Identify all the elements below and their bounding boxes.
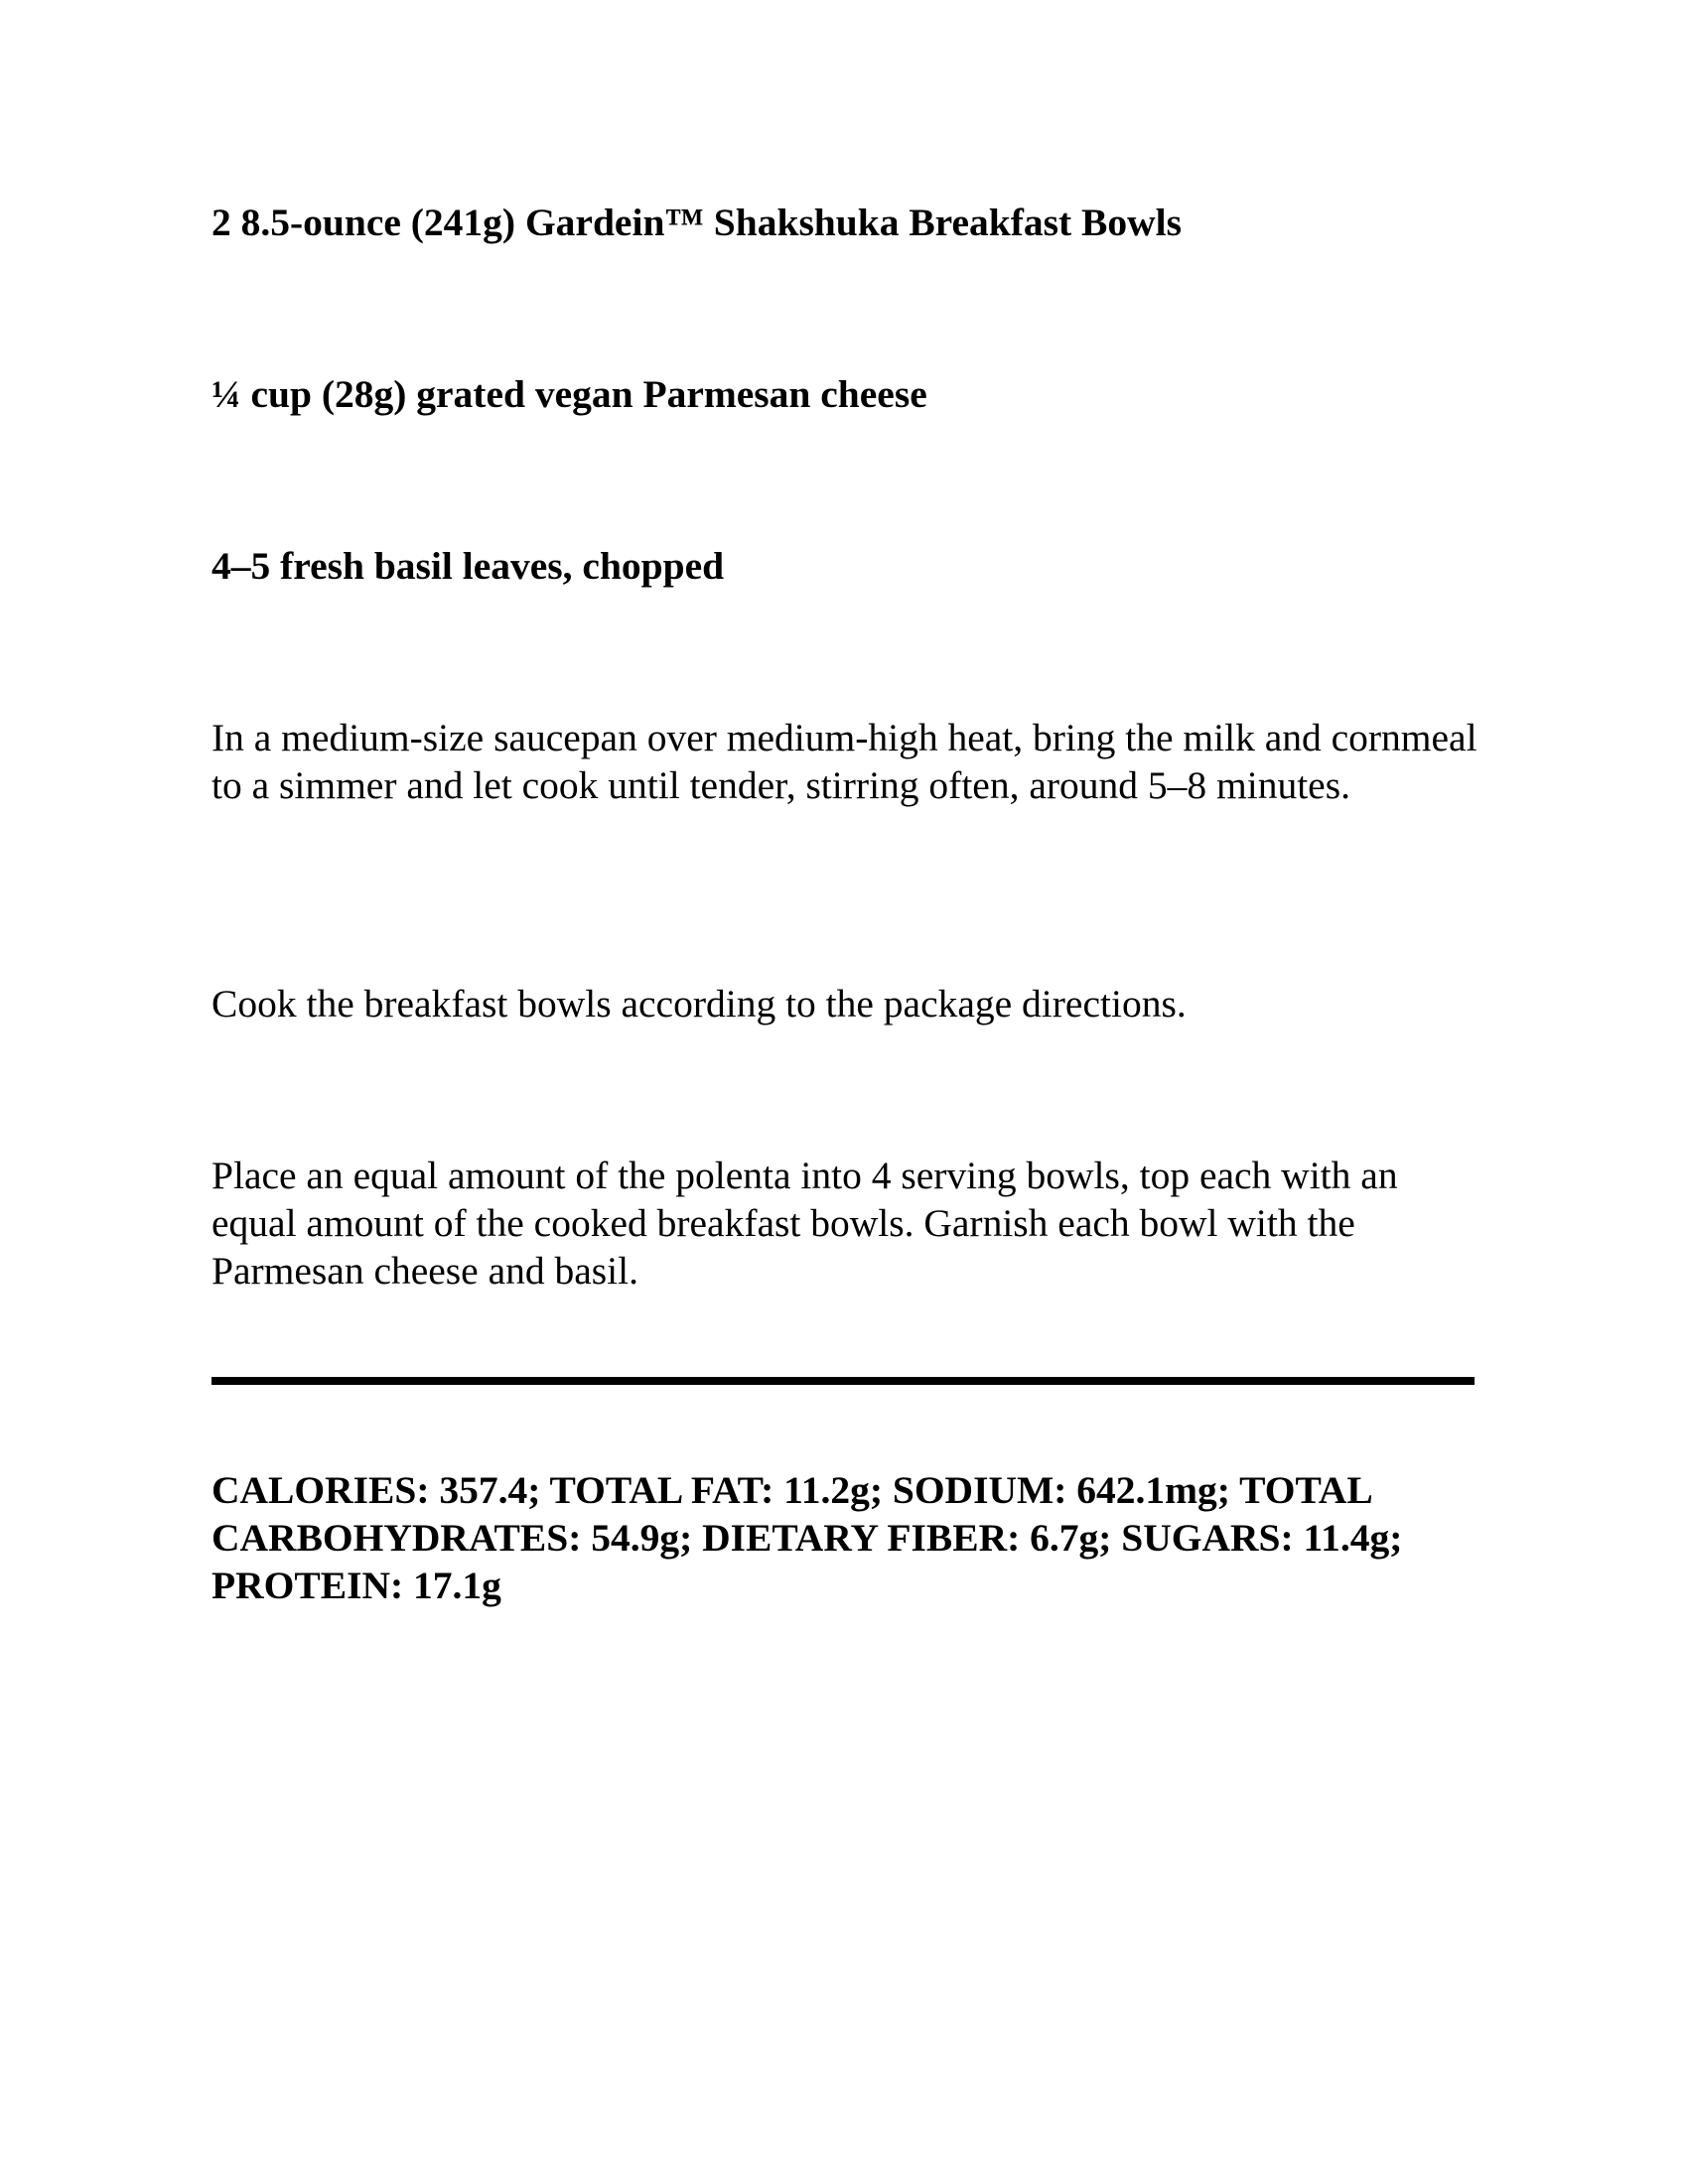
nutrition-facts: CALORIES: 357.4; TOTAL FAT: 11.2g; SODIUM: 642.1mg; TOTAL CARBOHYDRATES: 54.9g; DIETARY FIBER: 6.7g; SUGARS: 11.4g; PROTEIN: 17.1g: [211, 1468, 1403, 1607]
instruction-step: Place an equal amount of the polenta into 4 serving bowls, top each with an equal amount of the cooked breakfast bowls. Garnish each bowl with the Parmesan cheese and basil.: [211, 1154, 1398, 1293]
instruction-step: In a medium-size saucepan over medium-high heat, bring the milk and cornmeal to a simmer and let cook until tender, stirring often, around 5–8 minutes.: [211, 716, 1477, 807]
ingredient-item: 4–5 fresh basil leaves, chopped: [211, 544, 725, 588]
ingredient-item: ¼ cup (28g) grated vegan Parmesan cheese: [211, 372, 927, 416]
divider-rule: [211, 1377, 1475, 1385]
instruction-step: Cook the breakfast bowls according to the package directions.: [211, 982, 1187, 1025]
ingredient-item: 2 8.5-ounce (241g) Gardein™ Shakshuka Breakfast Bowls: [211, 201, 1183, 244]
